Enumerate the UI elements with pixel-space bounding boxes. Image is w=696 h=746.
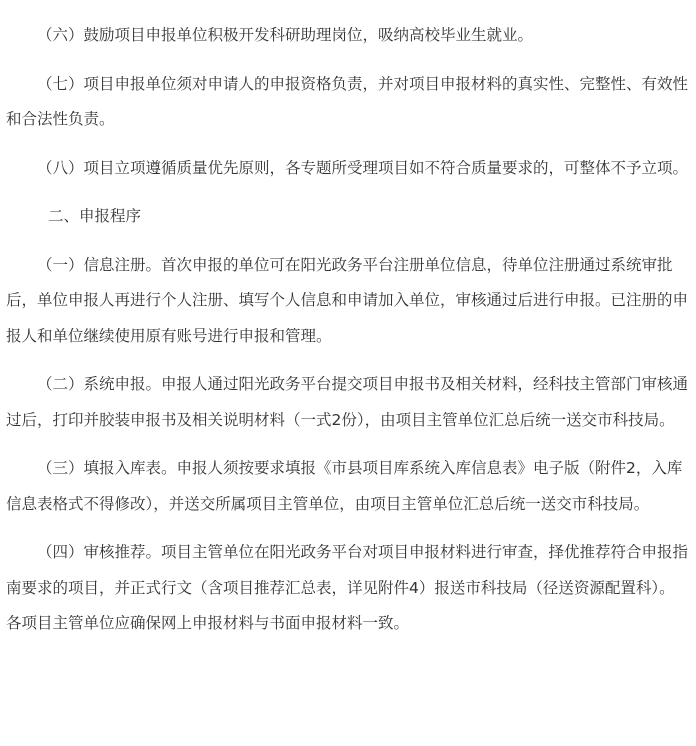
section-heading: 二、申报程序 bbox=[48, 207, 142, 225]
paragraph-item-8: （八）项目立项遵循质量优先原则，各专题所受理项目如不符合质量要求的，可整体不予立项。 bbox=[37, 158, 689, 177]
paragraph-item-6: （六）鼓励项目申报单位积极开发科研助理岗位，吸纳高校毕业生就业。 bbox=[37, 26, 534, 44]
procedure-step-4: （四）审核推荐。项目主管单位在阳光政务平台对项目申报材料进行审查，择优推荐符合申报指南要求的项目，并正式行文（含项目推荐汇总表，详见附件4）报送市科技局（径送资源配置科）。各项目主管单位应确保网上申报材料与书面申报材料一致。 bbox=[6, 543, 689, 632]
procedure-step-2: （二）系统申报。申报人通过阳光政务平台提交项目申报书及相关材料，经科技主管部门审核通过后，打印并胶装申报书及相关说明材料（一式2份），由项目主管单位汇总后统一送交市科技局。 bbox=[6, 375, 689, 429]
paragraph-item-7: （七）项目申报单位须对申请人的申报资格负责，并对项目申报材料的真实性、完整性、有效性和合法性负责。 bbox=[6, 74, 689, 128]
procedure-step-3: （三）填报入库表。申报人须按要求填报《市县项目库系统入库信息表》电子版（附件2，入库信息表格式不得修改），并送交所属项目主管单位，由项目主管单位汇总后统一送交市科技局。 bbox=[6, 459, 683, 513]
procedure-step-1: （一）信息注册。首次申报的单位可在阳光政务平台注册单位信息，待单位注册通过系统审批后，单位申报人再进行个人注册、填写个人信息和申请加入单位，审核通过后进行申报。已注册的申报人和单位继续使用原有账号进行申报和管理。 bbox=[6, 255, 689, 345]
